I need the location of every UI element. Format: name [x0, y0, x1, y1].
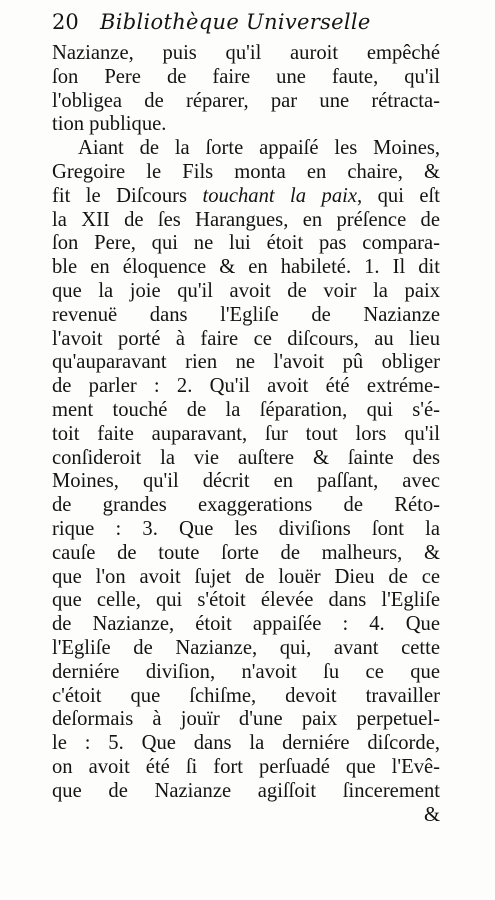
text-line: toit faite auparavant, ſur tout lors qu'il	[52, 422, 440, 445]
text-line: c'étoit que ſchiſme, devoit travailler	[52, 684, 440, 707]
text-line: ble en éloquence & en habileté. 1. Il dit	[52, 256, 440, 279]
text-line: que la joie qu'il avoit de voir la paix	[52, 279, 440, 302]
text-line: de grandes exaggerations de Réto-	[52, 494, 440, 517]
text-line: qu'auparavant rien ne l'avoit pû obliger	[52, 351, 440, 374]
text-line: cauſe de toute ſorte de malheurs, &	[52, 541, 440, 564]
text-line: la XII de ſes Harangues, en préſence de	[52, 208, 440, 231]
text-line: Gregoire le Fils monta en chaire, &	[52, 160, 440, 183]
text-line: de parler : 2. Qu'il avoit été extréme-	[52, 375, 440, 398]
text-line: deſormais à jouïr d'une paix perpetuel-	[52, 708, 440, 731]
body-text	[52, 42, 440, 827]
text-line-tail: , qui eſt	[357, 184, 440, 207]
text-line: fit le Diſcours	[52, 184, 188, 207]
text-line: que celle, qui s'étoit élevée dans l'Egliſe	[52, 589, 440, 612]
text-line: ment touché de la ſéparation, qui s'é-	[52, 398, 440, 421]
text-line: l'avoit porté à faire ce diſcours, au lieu	[52, 327, 440, 350]
text-line: le : 5. Que dans la derniére diſcorde,	[52, 732, 440, 755]
text-line: que de Nazianze agiſſoit ſincerement	[52, 779, 440, 802]
italic-title: touchant la paix	[202, 184, 357, 207]
running-head: Bibliothèque Universelle	[100, 10, 371, 34]
text-line: revenuë dans l'Egliſe de Nazianze	[52, 303, 440, 326]
text-line: conſideroit la vie auſtere & ſainte des	[52, 446, 440, 469]
text-line: ſon Pere de faire une faute, qu'il	[52, 65, 440, 88]
text-line: derniére diviſion, n'avoit ſu ce que	[52, 660, 440, 683]
text-line: tion publique.	[52, 113, 167, 136]
text-line: Nazianze, puis qu'il auroit empêché	[52, 42, 440, 64]
page-header	[52, 6, 462, 40]
text-line: l'obligea de réparer, par une rétracta-	[52, 89, 440, 112]
page-number: 20	[52, 10, 79, 34]
catchword: &	[423, 803, 440, 826]
text-line-with-italic	[52, 185, 440, 209]
text-line: l'Egliſe de Nazianze, qui, avant cette	[52, 636, 440, 659]
text-line: de Nazianze, étoit appaiſée : 4. Que	[52, 613, 440, 636]
text-line: Aiant de la ſorte appaiſé les Moines,	[78, 137, 440, 160]
text-line: ſon Pere, qui ne lui étoit pas compara-	[52, 232, 440, 255]
text-line: rique : 3. Que les diviſions ſont la	[52, 517, 440, 540]
text-line: on avoit été ſi fort perſuadé que l'Evê-	[52, 755, 440, 778]
text-line: Moines, qu'il décrit en paſſant, avec	[52, 470, 440, 493]
text-line: que l'on avoit ſujet de louër Dieu de ce	[52, 565, 440, 588]
